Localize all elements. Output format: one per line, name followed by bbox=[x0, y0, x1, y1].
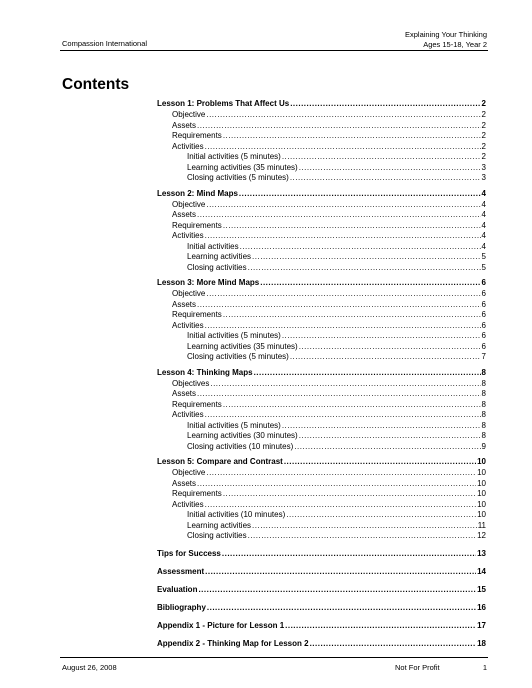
toc-dot-leader bbox=[206, 468, 476, 479]
toc-dot-leader bbox=[290, 173, 481, 184]
toc-entry-title: Closing activities (5 minutes) bbox=[187, 173, 289, 182]
toc-entry-page: 8 bbox=[481, 410, 486, 419]
toc-entry-page: 7 bbox=[481, 352, 486, 361]
toc-entry-title: Learning activities bbox=[187, 520, 252, 530]
toc-entry-title: Closing activities (5 minutes) bbox=[187, 352, 289, 361]
toc-dot-leader bbox=[206, 110, 480, 121]
toc-entry-page: 15 bbox=[477, 584, 486, 594]
toc-entry-page: 17 bbox=[477, 620, 486, 630]
toc-entry-page: 3 bbox=[481, 173, 486, 182]
toc-entry[interactable] bbox=[157, 163, 486, 174]
toc-dot-leader bbox=[239, 188, 481, 200]
toc-entry[interactable] bbox=[157, 521, 486, 532]
toc-entry[interactable] bbox=[157, 289, 486, 300]
toc-entry-page: 5 bbox=[481, 252, 486, 261]
toc-dot-leader bbox=[240, 242, 481, 253]
toc-dot-leader bbox=[197, 300, 481, 311]
toc-entry-title: Objective bbox=[172, 289, 206, 298]
toc-entry[interactable] bbox=[157, 152, 486, 163]
toc-entry[interactable] bbox=[157, 310, 486, 321]
toc-entry-title: Bibliography bbox=[157, 602, 206, 612]
toc-dot-leader bbox=[223, 489, 476, 500]
toc-dot-leader bbox=[210, 379, 480, 390]
toc-section-entry[interactable] bbox=[157, 277, 486, 289]
toc-entry[interactable] bbox=[157, 242, 486, 253]
toc-entry-title: Objective bbox=[172, 110, 206, 119]
toc-entry-page: 8 bbox=[481, 431, 486, 440]
toc-dot-leader bbox=[205, 231, 481, 242]
toc-entry-page: 16 bbox=[477, 602, 486, 612]
toc-entry[interactable] bbox=[157, 252, 486, 263]
toc-section-entry[interactable] bbox=[157, 638, 486, 650]
toc-entry-title: Lesson 5: Compare and Contrast bbox=[157, 457, 283, 466]
toc-entry[interactable] bbox=[157, 531, 486, 542]
toc-entry-title: Requirements bbox=[172, 310, 222, 319]
toc-entry[interactable] bbox=[157, 479, 486, 490]
toc-dot-leader bbox=[282, 331, 481, 342]
toc-entry-page: 2 bbox=[481, 110, 486, 119]
toc-entry-title: Assets bbox=[172, 120, 197, 130]
toc-entry-title: Initial activities (10 minutes) bbox=[187, 510, 286, 519]
toc-entry[interactable] bbox=[157, 500, 486, 511]
toc-entry[interactable] bbox=[157, 442, 486, 453]
toc-entry-title: Appendix 2 - Thinking Map for Lesson 2 bbox=[157, 638, 309, 648]
toc-dot-leader bbox=[252, 521, 477, 532]
toc-entry-title: Appendix 1 - Picture for Lesson 1 bbox=[157, 620, 285, 630]
toc-entry-title: Assets bbox=[172, 478, 197, 488]
toc-entry[interactable] bbox=[157, 173, 486, 184]
toc-entry-title: Learning activities (35 minutes) bbox=[187, 341, 298, 351]
toc-entry-title: Requirements bbox=[172, 399, 222, 409]
toc-dot-leader bbox=[205, 410, 481, 421]
toc-entry-title: Lesson 3: More Mind Maps bbox=[157, 278, 260, 287]
toc-dot-leader bbox=[223, 310, 481, 321]
toc-entry-title: Lesson 4: Thinking Maps bbox=[157, 367, 253, 377]
toc-dot-leader bbox=[223, 400, 481, 411]
toc-dot-leader bbox=[290, 98, 480, 110]
toc-entry-title: Activities bbox=[172, 141, 204, 151]
toc-entry-title: Assets bbox=[172, 210, 197, 219]
toc-entry-page: 6 bbox=[481, 331, 486, 340]
toc-entry-page: 6 bbox=[481, 278, 486, 287]
toc-entry-page: 2 bbox=[481, 120, 486, 130]
toc-entry-title: Requirements bbox=[172, 489, 222, 498]
toc-entry[interactable] bbox=[157, 379, 486, 390]
toc-section-entry[interactable] bbox=[157, 620, 486, 632]
toc-dot-leader bbox=[223, 131, 481, 142]
toc-entry-page: 10 bbox=[477, 468, 486, 477]
toc-dot-leader bbox=[205, 566, 476, 578]
toc-section-entry[interactable] bbox=[157, 602, 486, 614]
toc-entry[interactable] bbox=[157, 389, 486, 400]
toc-entry-title: Initial activities (5 minutes) bbox=[187, 331, 281, 340]
toc-entry-page: 14 bbox=[477, 566, 486, 576]
toc-dot-leader bbox=[198, 584, 476, 596]
toc-dot-leader bbox=[285, 620, 476, 632]
toc-entry-page: 10 bbox=[477, 499, 486, 509]
toc-dot-leader bbox=[310, 638, 477, 650]
toc-dot-leader bbox=[205, 321, 481, 332]
toc-entry-title: Assets bbox=[172, 299, 197, 309]
toc-entry-page: 10 bbox=[477, 457, 486, 466]
toc-entry-page: 10 bbox=[477, 478, 486, 488]
footer-notice: Not For Profit bbox=[395, 663, 440, 672]
toc-entry-title: Lesson 1: Problems That Affect Us bbox=[157, 99, 290, 108]
toc-entry-page: 4 bbox=[481, 210, 486, 219]
toc-dot-leader bbox=[252, 252, 481, 263]
toc-entry[interactable] bbox=[157, 110, 486, 121]
toc-entry-title: Objective bbox=[172, 199, 206, 209]
toc-entry-title: Activities bbox=[172, 499, 204, 509]
toc-entry-page: 18 bbox=[477, 638, 486, 648]
toc-entry-title: Learning activities (35 minutes) bbox=[187, 162, 298, 172]
toc-dot-leader bbox=[207, 602, 476, 614]
toc-entry-title: Objective bbox=[172, 468, 206, 477]
toc-entry-title: Learning activities (30 minutes) bbox=[187, 431, 298, 440]
toc-entry[interactable] bbox=[157, 131, 486, 142]
toc-dot-leader bbox=[197, 210, 481, 221]
toc-dot-leader bbox=[206, 289, 480, 300]
toc-entry-page: 2 bbox=[481, 152, 486, 161]
toc-dot-leader bbox=[197, 121, 481, 132]
toc-entry-page: 4 bbox=[481, 231, 486, 240]
toc-dot-leader bbox=[205, 500, 477, 511]
toc-dot-leader bbox=[254, 367, 481, 379]
toc-dot-leader bbox=[197, 389, 481, 400]
toc-entry-page: 2 bbox=[481, 99, 486, 108]
toc-dot-leader bbox=[248, 531, 477, 542]
toc-entry-title: Closing activities (10 minutes) bbox=[187, 441, 294, 451]
toc-entry[interactable] bbox=[157, 421, 486, 432]
toc-entry-title: Learning activities bbox=[187, 252, 252, 261]
toc-entry-page: 4 bbox=[481, 199, 486, 209]
toc-entry-page: 6 bbox=[481, 320, 486, 330]
toc-entry-page: 8 bbox=[481, 389, 486, 398]
header-rule bbox=[60, 50, 488, 51]
toc-section-entry[interactable] bbox=[157, 566, 486, 578]
toc-entry-title: Lesson 2: Mind Maps bbox=[157, 188, 238, 198]
toc-section-entry[interactable] bbox=[157, 98, 486, 110]
toc-entry-title: Requirements bbox=[172, 131, 222, 140]
header-organization: Compassion International bbox=[62, 39, 148, 48]
toc-entry-title: Initial activities (5 minutes) bbox=[187, 152, 281, 161]
toc-entry-page: 13 bbox=[477, 548, 486, 558]
toc-entry[interactable] bbox=[157, 468, 486, 479]
toc-entry-title: Assets bbox=[172, 389, 197, 398]
toc-entry[interactable] bbox=[157, 321, 486, 332]
toc-entry-page: 2 bbox=[481, 141, 486, 151]
toc-entry[interactable] bbox=[157, 510, 486, 521]
toc-entry-title: Closing activities bbox=[187, 531, 247, 540]
toc-entry-page: 3 bbox=[481, 162, 486, 172]
toc-entry-page: 8 bbox=[481, 420, 486, 430]
toc-entry-title: Activities bbox=[172, 231, 204, 240]
toc-dot-leader bbox=[260, 277, 480, 289]
toc-dot-leader bbox=[299, 342, 481, 353]
toc-dot-leader bbox=[248, 263, 481, 274]
toc-entry[interactable] bbox=[157, 231, 486, 242]
toc-entry[interactable] bbox=[157, 342, 486, 353]
table-of-contents bbox=[157, 98, 486, 650]
toc-section-entry[interactable] bbox=[157, 456, 486, 468]
header-doc-title: Explaining Your Thinking bbox=[404, 30, 487, 39]
toc-section-entry[interactable] bbox=[157, 584, 486, 596]
toc-entry[interactable] bbox=[157, 489, 486, 500]
toc-entry-page: 9 bbox=[481, 441, 486, 451]
toc-entry-page: 10 bbox=[477, 489, 486, 498]
toc-entry-page: 8 bbox=[481, 399, 486, 409]
toc-dot-leader bbox=[206, 200, 480, 211]
toc-dot-leader bbox=[282, 421, 481, 432]
toc-entry-page: 6 bbox=[481, 299, 486, 309]
toc-entry-page: 4 bbox=[481, 241, 486, 251]
toc-entry[interactable] bbox=[157, 142, 486, 153]
header-audience: Ages 15-18, Year 2 bbox=[423, 39, 487, 49]
toc-entry[interactable] bbox=[157, 210, 486, 221]
toc-entry-page: 8 bbox=[481, 378, 486, 388]
toc-section-entry[interactable] bbox=[157, 548, 486, 560]
toc-entry-title: Objectives bbox=[172, 378, 210, 388]
toc-entry-page: 2 bbox=[481, 131, 486, 140]
toc-entry-title: Closing activities bbox=[187, 262, 247, 272]
toc-entry-page: 6 bbox=[481, 289, 486, 298]
footer-page-number: 1 bbox=[482, 663, 487, 672]
toc-entry-page: 4 bbox=[481, 220, 486, 230]
footer-date: August 26, 2008 bbox=[62, 663, 117, 672]
toc-dot-leader bbox=[223, 221, 481, 232]
toc-entry[interactable] bbox=[157, 221, 486, 232]
toc-entry[interactable] bbox=[157, 263, 486, 274]
toc-dot-leader bbox=[282, 152, 481, 163]
toc-section-entry[interactable] bbox=[157, 367, 486, 379]
toc-entry-title: Tips for Success bbox=[157, 548, 221, 558]
toc-dot-leader bbox=[294, 442, 480, 453]
toc-entry-page: 6 bbox=[481, 341, 486, 351]
toc-entry-page: 8 bbox=[481, 367, 486, 377]
toc-entry[interactable] bbox=[157, 410, 486, 421]
toc-entry[interactable] bbox=[157, 400, 486, 411]
header-doc-info bbox=[405, 30, 487, 49]
toc-entry-page: 5 bbox=[481, 262, 486, 272]
toc-entry-page: 4 bbox=[481, 188, 486, 198]
toc-entry-page: 11 bbox=[477, 520, 486, 530]
toc-entry-title: Initial activities bbox=[187, 241, 239, 251]
toc-dot-leader bbox=[284, 456, 476, 468]
toc-section-entry[interactable] bbox=[157, 188, 486, 200]
toc-dot-leader bbox=[205, 142, 481, 153]
toc-entry[interactable] bbox=[157, 431, 486, 442]
toc-dot-leader bbox=[299, 163, 481, 174]
footer-rule bbox=[60, 657, 488, 658]
toc-dot-leader bbox=[286, 510, 476, 521]
toc-entry-title: Initial activities (5 minutes) bbox=[187, 420, 281, 430]
toc-dot-leader bbox=[299, 431, 481, 442]
toc-entry[interactable] bbox=[157, 200, 486, 211]
toc-entry-title: Evaluation bbox=[157, 584, 198, 594]
toc-entry-title: Assessment bbox=[157, 566, 205, 576]
toc-entry[interactable] bbox=[157, 352, 486, 363]
toc-dot-leader bbox=[222, 548, 476, 560]
toc-dot-leader bbox=[197, 479, 476, 490]
toc-entry-page: 6 bbox=[481, 310, 486, 319]
toc-entry[interactable] bbox=[157, 331, 486, 342]
toc-entry[interactable] bbox=[157, 121, 486, 132]
toc-dot-leader bbox=[290, 352, 481, 363]
toc-entry-title: Requirements bbox=[172, 220, 222, 230]
page-title: Contents bbox=[62, 76, 130, 93]
toc-entry-title: Activities bbox=[172, 410, 204, 419]
toc-entry-page: 10 bbox=[477, 510, 486, 519]
toc-entry[interactable] bbox=[157, 300, 486, 311]
toc-entry-page: 12 bbox=[477, 531, 486, 540]
toc-entry-title: Activities bbox=[172, 320, 204, 330]
